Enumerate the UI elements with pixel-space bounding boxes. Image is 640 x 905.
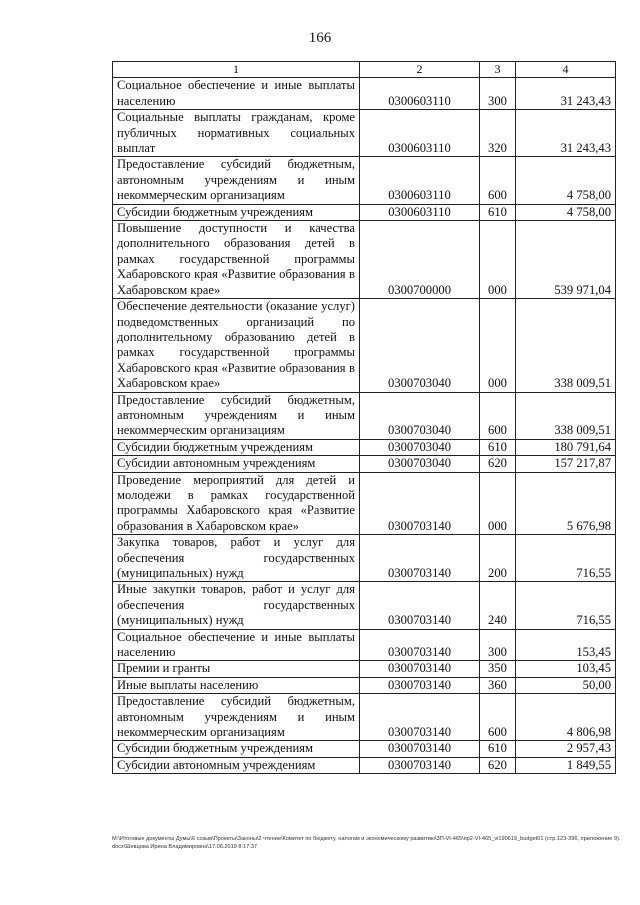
row-code-cell: 0300700000: [360, 221, 480, 299]
row-code-cell: 0300603110: [360, 204, 480, 220]
row-amount-cell: 31 243,43: [516, 110, 616, 157]
row-type-cell: 620: [480, 757, 516, 773]
row-name-cell: Закупка товаров, работ и услуг для обеспечения государственных (муниципальных) нужд: [113, 535, 360, 582]
table-row: [113, 392, 616, 439]
row-name-cell: Обеспечение деятельности (оказание услуг) подведомственных организаций по дополнительному образованию детей в рамках государственной программы Хабаровского края «Развитие образования в Хабаровском крае»: [113, 299, 360, 392]
header-col-1: 1: [113, 62, 360, 78]
row-name-cell: Социальное обеспечение и иные выплаты населению: [113, 78, 360, 110]
row-amount-cell: 338 009,51: [516, 299, 616, 392]
table-row: [113, 757, 616, 773]
table-row: [113, 472, 616, 535]
row-amount-cell: 180 791,64: [516, 439, 616, 455]
table-row: [113, 78, 616, 110]
row-code-cell: 0300703140: [360, 741, 480, 757]
row-amount-cell: 157 217,87: [516, 456, 616, 472]
row-code-cell: 0300703140: [360, 629, 480, 661]
row-amount-cell: 103,45: [516, 661, 616, 677]
row-amount-cell: 716,55: [516, 582, 616, 629]
table-row: [113, 535, 616, 582]
table-row: [113, 741, 616, 757]
row-name-cell: Субсидии бюджетным учреждениям: [113, 741, 360, 757]
row-type-cell: 000: [480, 472, 516, 535]
row-code-cell: 0300703140: [360, 694, 480, 741]
table-row: [113, 299, 616, 392]
row-name-cell: Субсидии автономным учреждениям: [113, 456, 360, 472]
footer-file-path: M:\Итоговые документы Думы\6 созыв\Проекты\Законы\2 чтение\Комитет по бюджету, налогам и экономическому развитию\3П-VI-465\пр2-VI-465_vi190619_budget01 (стр.123-396, приложение 9).docx\Шевцова Ирина Владимировна\17.06.2019 8:17:37: [112, 836, 621, 850]
row-type-cell: 600: [480, 392, 516, 439]
row-type-cell: 000: [480, 221, 516, 299]
row-type-cell: 600: [480, 157, 516, 204]
row-code-cell: 0300603110: [360, 78, 480, 110]
row-code-cell: 0300603110: [360, 157, 480, 204]
row-name-cell: Иные выплаты населению: [113, 677, 360, 693]
page-number: 166: [308, 30, 332, 46]
row-name-cell: Социальные выплаты гражданам, кроме публичных нормативных социальных выплат: [113, 110, 360, 157]
row-type-cell: 200: [480, 535, 516, 582]
row-type-cell: 300: [480, 629, 516, 661]
table-row: [113, 677, 616, 693]
row-type-cell: 610: [480, 439, 516, 455]
table-row: [113, 456, 616, 472]
table-row: [113, 629, 616, 661]
row-code-cell: 0300703140: [360, 757, 480, 773]
table-row: [113, 204, 616, 220]
table-row: [113, 694, 616, 741]
row-type-cell: 350: [480, 661, 516, 677]
row-code-cell: 0300703140: [360, 661, 480, 677]
table-row: [113, 439, 616, 455]
row-name-cell: Субсидии автономным учреждениям: [113, 757, 360, 773]
row-amount-cell: 539 971,04: [516, 221, 616, 299]
row-amount-cell: 31 243,43: [516, 78, 616, 110]
row-type-cell: 620: [480, 456, 516, 472]
row-code-cell: 0300703040: [360, 456, 480, 472]
row-name-cell: Предоставление субсидий бюджетным, автономным учреждениям и иным некоммерческим организациям: [113, 694, 360, 741]
row-amount-cell: 5 676,98: [516, 472, 616, 535]
row-code-cell: 0300703140: [360, 472, 480, 535]
table-row: [113, 582, 616, 629]
row-code-cell: 0300703040: [360, 299, 480, 392]
row-amount-cell: 4 758,00: [516, 204, 616, 220]
header-col-3: 3: [480, 62, 516, 78]
row-type-cell: 610: [480, 204, 516, 220]
table-row: [113, 110, 616, 157]
row-name-cell: Премии и гранты: [113, 661, 360, 677]
row-amount-cell: 153,45: [516, 629, 616, 661]
row-type-cell: 600: [480, 694, 516, 741]
budget-table: [112, 61, 616, 774]
table-row: [113, 221, 616, 299]
row-amount-cell: 4 758,00: [516, 157, 616, 204]
row-amount-cell: 50,00: [516, 677, 616, 693]
row-amount-cell: 716,55: [516, 535, 616, 582]
row-name-cell: Субсидии бюджетным учреждениям: [113, 439, 360, 455]
table-row: [113, 661, 616, 677]
row-name-cell: Социальное обеспечение и иные выплаты населению: [113, 629, 360, 661]
row-amount-cell: 338 009,51: [516, 392, 616, 439]
row-type-cell: 610: [480, 741, 516, 757]
row-name-cell: Предоставление субсидий бюджетным, автономным учреждениям и иным некоммерческим организациям: [113, 157, 360, 204]
row-code-cell: 0300703140: [360, 535, 480, 582]
row-name-cell: Иные закупки товаров, работ и услуг для обеспечения государственных (муниципальных) нужд: [113, 582, 360, 629]
table-row: [113, 157, 616, 204]
row-type-cell: 240: [480, 582, 516, 629]
row-amount-cell: 4 806,98: [516, 694, 616, 741]
row-code-cell: 0300703040: [360, 392, 480, 439]
row-code-cell: 0300703040: [360, 439, 480, 455]
row-code-cell: 0300703140: [360, 677, 480, 693]
row-type-cell: 000: [480, 299, 516, 392]
row-name-cell: Предоставление субсидий бюджетным, автономным учреждениям и иным некоммерческим организациям: [113, 392, 360, 439]
row-type-cell: 360: [480, 677, 516, 693]
table-header-row: [113, 62, 616, 78]
row-code-cell: 0300603110: [360, 110, 480, 157]
row-amount-cell: 2 957,43: [516, 741, 616, 757]
row-type-cell: 300: [480, 78, 516, 110]
row-name-cell: Проведение мероприятий для детей и молодежи в рамках государственной программы Хабаровского края «Развитие образования в Хабаровском крае»: [113, 472, 360, 535]
row-name-cell: Повышение доступности и качества дополнительного образования детей в рамках государственной программы Хабаровского края «Развитие образования в Хабаровском крае»: [113, 221, 360, 299]
row-code-cell: 0300703140: [360, 582, 480, 629]
header-col-2: 2: [360, 62, 480, 78]
row-name-cell: Субсидии бюджетным учреждениям: [113, 204, 360, 220]
row-amount-cell: 1 849,55: [516, 757, 616, 773]
row-type-cell: 320: [480, 110, 516, 157]
header-col-4: 4: [516, 62, 616, 78]
